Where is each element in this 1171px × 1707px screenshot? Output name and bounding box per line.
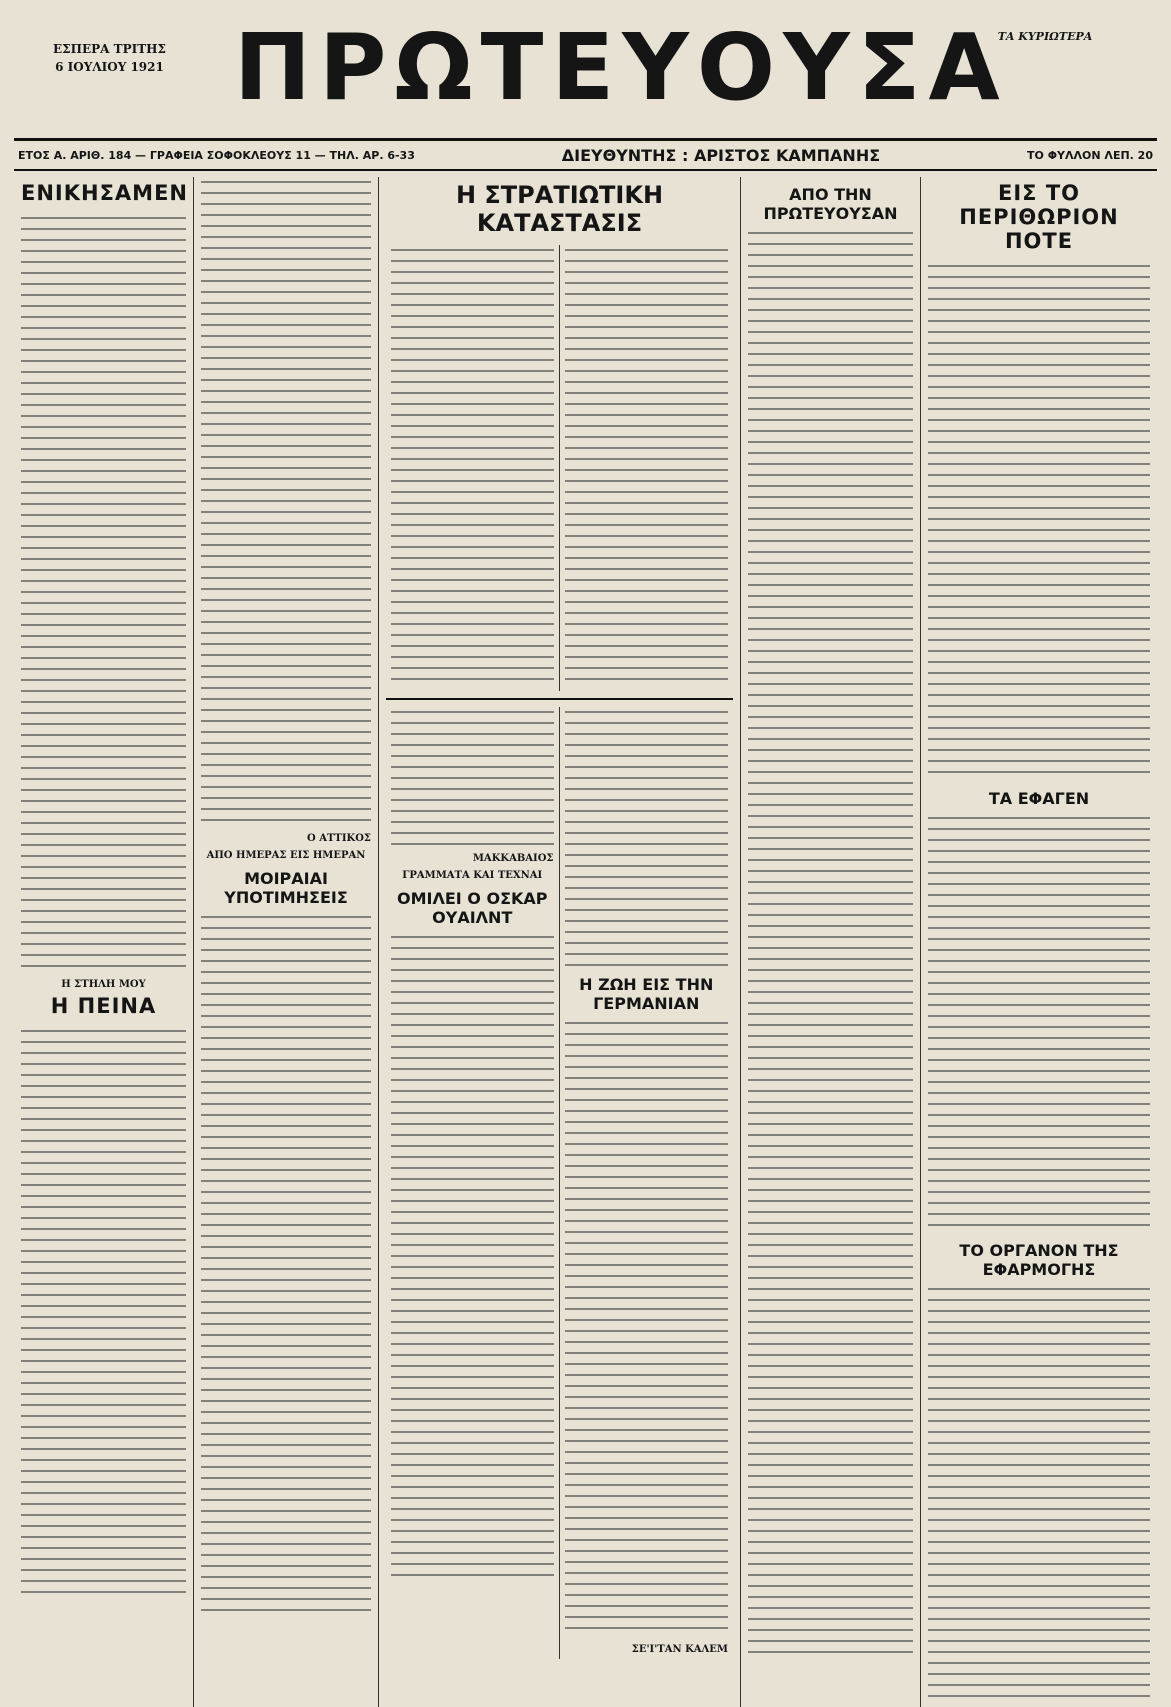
center-article: [386, 245, 733, 691]
headline-enikisamen: ΕΝΙΚΗΣΑΜΕΝ: [21, 181, 188, 205]
headline-perithorion: ΕΙΣ ΤΟ ΠΕΡΙΘΩΡΙΟΝ ΠΟΤΕ: [959, 181, 1119, 253]
headline-peina: Η ΠΕΙΝΑ: [50, 994, 157, 1018]
editor-line: ΔΙΕΥΘΥΝΤΗΣ : ΑΡΙΣΤΟΣ ΚΑΜΠΑΝΗΣ: [561, 145, 881, 165]
ear-title: ΤΑ ΚΥΡΙΩΤΕΡΑ: [997, 30, 1093, 43]
headline-efagen: ΤΑ ΕΦΑΓΕΝ: [988, 789, 1090, 808]
article-text: [565, 707, 729, 967]
signature: ΜΑΚΚΑΒΑΙΟΣ: [472, 853, 554, 864]
columns: [14, 177, 1157, 1707]
section-kicker: ΑΠΟ ΗΜΕΡΑΣ ΕΙΣ ΗΜΕΡΑΝ: [206, 850, 366, 861]
headline-moiraiai: ΜΟΙΡΑΙΑΙ ΥΠΟΤΙΜΗΣΕΙΣ: [224, 869, 348, 907]
column-6: [921, 177, 1157, 1707]
article-text: [928, 261, 1150, 781]
issue-date: ΕΣΠΕΡΑ ΤΡΙΤΗΣ 6 ΙΟΥΛΙΟΥ 1921: [53, 42, 166, 74]
section-kicker: Η ΣΤΗΛΗ ΜΟΥ: [61, 979, 146, 990]
column-1: [14, 177, 194, 1707]
article-text: [748, 228, 913, 1658]
center-columns: [379, 177, 741, 1707]
headline-germania: Η ΖΩΗ ΕΙΣ ΤΗΝ ΓΕΡΜΑΝΙΑΝ: [579, 975, 714, 1013]
headline-organon: ΤΟ ΟΡΓΑΝΟΝ ΤΗΣ ΕΦΑΡΜΟΓΗΣ: [959, 1241, 1119, 1279]
article-text: [21, 213, 186, 973]
signature: Ο ΑΤΤΙΚΟΣ: [307, 833, 371, 844]
article-text: [391, 707, 554, 847]
article-text: [928, 1284, 1150, 1704]
article-text: [201, 177, 371, 827]
article-text: [201, 912, 371, 1612]
center-bottom: [386, 707, 733, 1659]
column-2: [194, 177, 379, 1707]
headline-oscar-wilde: ΟΜΙΛΕΙ Ο ΟΣΚΑΡ ΟΥΑΙΛΝΤ: [396, 889, 548, 927]
headline-apo-tin-proteuousan: ΑΠΟ ΤΗΝ ΠΡΩΤΕΥΟΥΣΑΝ: [763, 185, 898, 223]
issue-info: ΕΤΟΣ Α. ΑΡΙΘ. 184 — ΓΡΑΦΕΙΑ ΣΟΦΟΚΛΕΟΥΣ 11 — ΤΗΛ. ΑΡ. 6-33: [18, 148, 415, 162]
price: ΤΟ ΦΥΛΛΟΝ ΛΕΠ. 20: [1027, 148, 1153, 162]
newspaper-title: ΠΡΩΤΕΥΟΥΣΑ: [234, 14, 1008, 121]
article-text: [565, 245, 729, 685]
column-5: [741, 177, 921, 1707]
article-text: [21, 1026, 186, 1596]
article-text: [565, 1018, 729, 1638]
signature: ΣΕ'Ι'ΤΑΝ ΚΑΛΕΜ: [631, 1644, 728, 1655]
headline-stratiotiki: Η ΣΤΡΑΤΙΩΤΙΚΗ ΚΑΤΑΣΤΑΣΙΣ: [455, 181, 664, 237]
info-bar: [14, 141, 1157, 171]
article-text: [391, 245, 554, 685]
ear-box: [945, 30, 1145, 44]
article-text: [391, 932, 554, 1582]
article-text: [928, 813, 1150, 1233]
divider: [386, 698, 733, 700]
section-kicker: ΓΡΑΜΜΑΤΑ ΚΑΙ ΤΕΧΝΑΙ: [402, 870, 543, 881]
masthead: [14, 10, 1157, 141]
